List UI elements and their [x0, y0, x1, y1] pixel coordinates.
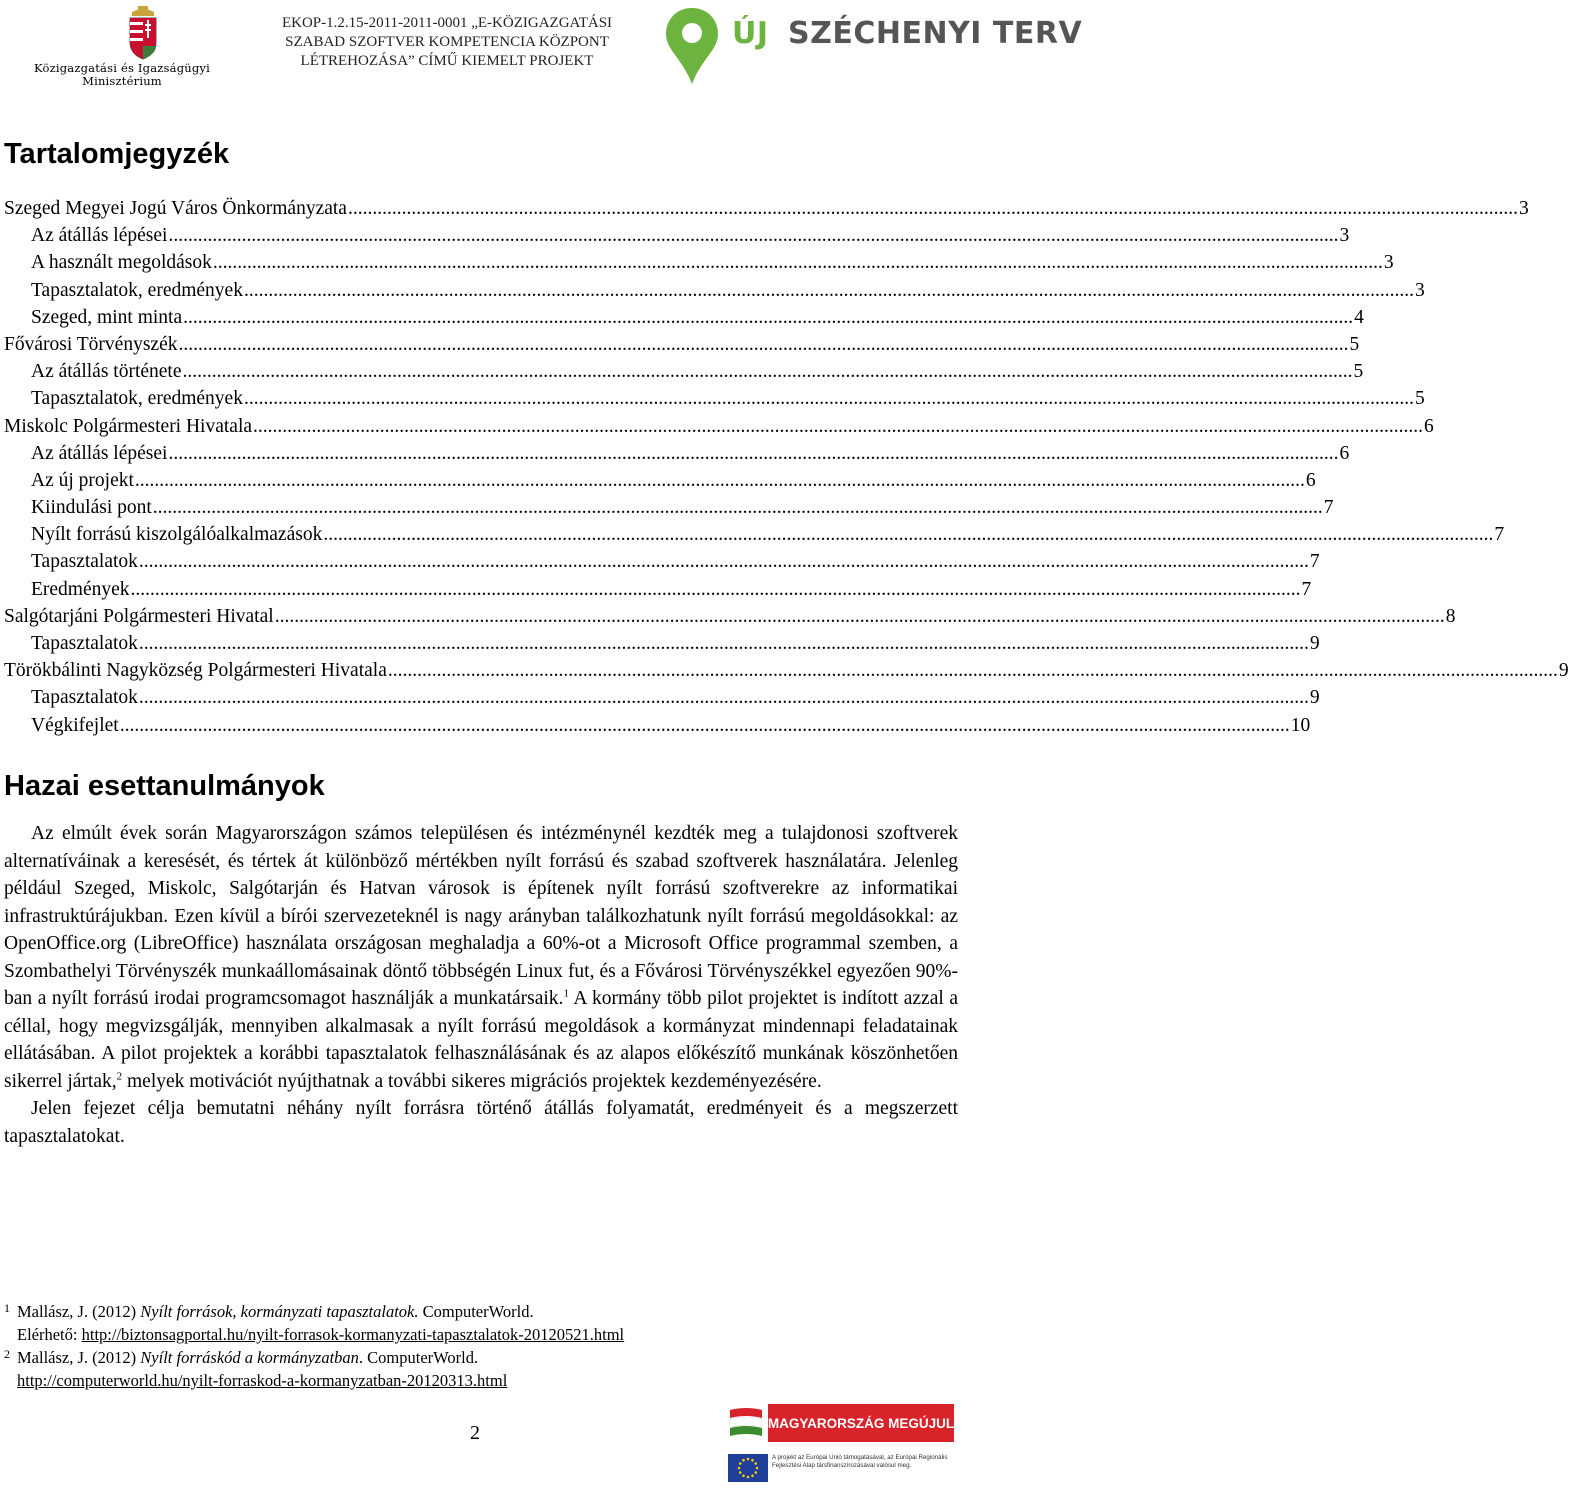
toc-entry[interactable]: [4, 603, 1456, 630]
hungarian-coat-of-arms-icon: [126, 6, 160, 60]
toc-entry-title: Salgótarjáni Polgármesteri Hivatal: [4, 605, 274, 627]
toc-dot-leader: [168, 222, 1338, 249]
footnote-number: 1: [4, 1301, 10, 1315]
toc-dot-leader: [168, 440, 1338, 467]
toc-entry-title: Tapasztalatok, eredmények: [31, 388, 243, 410]
toc-entry-page: 5: [1349, 333, 1360, 355]
toc-title: Tartalomjegyzék: [4, 138, 230, 170]
toc-entry[interactable]: [4, 630, 1320, 657]
toc-entry-page: 10: [1290, 714, 1311, 736]
footnote-1: [4, 1300, 904, 1346]
toc-dot-leader: [388, 657, 1558, 684]
ministry-name-line2: Minisztérium: [82, 74, 162, 88]
toc-entry[interactable]: [4, 440, 1350, 467]
toc-entry-page: 6: [1424, 415, 1434, 437]
toc-entry-title: Szeged Megyei Jogú Város Önkormányzata: [4, 198, 347, 219]
toc-entry-title: Tapasztalatok: [31, 687, 138, 709]
toc-dot-leader: [139, 548, 1309, 575]
toc-entry-page: 7: [1323, 497, 1334, 519]
toc-entry-page: 7: [1309, 551, 1320, 573]
ministry-name-line1: Közigazgatási és Igazságügyi: [34, 61, 210, 75]
toc-entry[interactable]: [4, 331, 1360, 358]
body-paragraph-1: [4, 820, 958, 1095]
toc-dot-leader: [253, 413, 1423, 440]
toc-entry[interactable]: [4, 385, 1425, 412]
toc-entry-page: 3: [1339, 225, 1350, 247]
toc-entry-title: Az új projekt: [31, 469, 134, 491]
section-body: [4, 820, 958, 1150]
footnote-number: 2: [4, 1347, 10, 1361]
toc-entry[interactable]: [4, 413, 1434, 440]
toc-dot-leader: [275, 603, 1445, 630]
body-paragraph-1-part-c: melyek motivációt nyújthatnak a további sikeres migrációs projektek kezdeményezésére.: [122, 1070, 822, 1092]
toc-entry[interactable]: [4, 494, 1334, 521]
toc-dot-leader: [139, 684, 1309, 711]
footnote-source: . ComputerWorld.: [358, 1348, 479, 1367]
toc-entry[interactable]: [4, 521, 1505, 548]
project-header-line1: EKOP-1.2.15-2011-2011-0001 „E-KÖZIGAZGATÁSI: [281, 15, 613, 31]
szechenyi-terv-text: SZÉCHENYI TERV: [788, 16, 1083, 51]
toc-entry-title: Törökbálinti Nagyközség Polgármesteri Hivatala: [4, 660, 387, 682]
table-of-contents: [4, 195, 1569, 739]
toc-dot-leader: [348, 195, 1518, 222]
toc-dot-leader: [153, 494, 1323, 521]
toc-entry[interactable]: [4, 576, 1312, 603]
page-number: 2: [470, 1422, 480, 1444]
eu-flag-icon: [728, 1454, 768, 1482]
toc-entry-page: 7: [1494, 524, 1505, 546]
toc-entry[interactable]: [4, 249, 1394, 276]
ministry-logo: [22, 2, 222, 88]
project-header-line2: SZABAD SZOFTVER KOMPETENCIA KÖZPONT: [285, 34, 609, 50]
footnote-source: ComputerWorld.: [418, 1302, 534, 1321]
toc-entry-title: Az átállás története: [31, 361, 182, 383]
toc-entry-title: Nyílt forrású kiszolgálóalkalmazások: [31, 524, 323, 546]
szechenyi-pin-icon: [664, 6, 720, 86]
toc-entry[interactable]: [4, 684, 1320, 711]
toc-entry-title: Tapasztalatok: [31, 551, 138, 573]
toc-entry-page: 9: [1309, 687, 1320, 709]
toc-dot-leader: [139, 630, 1309, 657]
toc-dot-leader: [183, 358, 1353, 385]
hungarian-flag-icon: [728, 1406, 764, 1440]
project-header-line3: LÉTREHOZÁSA” CÍMŰ KIEMELT PROJEKT: [300, 53, 594, 69]
footnote-author: Mallász, J. (2012): [17, 1348, 141, 1367]
toc-dot-leader: [120, 712, 1290, 739]
toc-entry-page: 3: [1518, 198, 1529, 219]
toc-entry-title: A használt megoldások: [31, 252, 212, 274]
footnote-title: Nyílt források, kormányzati tapasztalatok.: [140, 1302, 419, 1321]
toc-dot-leader: [135, 467, 1305, 494]
toc-entry-page: 9: [1558, 660, 1569, 682]
toc-entry-title: Fővárosi Törvényszék: [4, 333, 178, 355]
footnote-available-label: Elérhető:: [17, 1325, 82, 1344]
toc-entry[interactable]: [4, 467, 1316, 494]
toc-entry[interactable]: [4, 222, 1350, 249]
toc-entry[interactable]: [4, 548, 1320, 575]
toc-entry-title: Szeged, mint minta: [31, 306, 183, 328]
toc-entry[interactable]: [4, 277, 1425, 304]
toc-entry-title: Eredmények: [31, 578, 130, 600]
toc-entry-title: Végkifejlet: [31, 714, 119, 736]
toc-entry[interactable]: [4, 304, 1364, 331]
toc-entry-title: Tapasztalatok, eredmények: [31, 279, 243, 301]
toc-entry-page: 5: [1353, 361, 1364, 383]
toc-entry-page: 7: [1301, 578, 1312, 600]
toc-entry[interactable]: [4, 195, 1529, 222]
toc-entry[interactable]: [4, 358, 1364, 385]
magyarorszag-megujul-text: MAGYARORSZÁG MEGÚJUL: [768, 1404, 954, 1442]
toc-entry-page: 4: [1354, 306, 1364, 328]
footnote-author: Mallász, J. (2012): [17, 1302, 141, 1321]
toc-dot-leader: [323, 521, 1493, 548]
szechenyi-terv-logo: [664, 6, 1083, 86]
footnotes: [4, 1300, 904, 1392]
footnote-ref-1[interactable]: 1: [563, 987, 569, 1000]
toc-entry-title: Az átállás lépései: [31, 442, 168, 464]
magyarorszag-megujul-logo: [728, 1404, 956, 1442]
footnote-2: [4, 1346, 904, 1392]
toc-entry-page: 8: [1445, 605, 1456, 627]
szechenyi-uj-text: ÚJ: [732, 16, 769, 51]
toc-entry[interactable]: [4, 657, 1569, 684]
toc-dot-leader: [213, 249, 1383, 276]
toc-entry-title: Kiindulási pont: [31, 497, 152, 519]
section-title: Hazai esettanulmányok: [4, 770, 325, 802]
toc-entry-title: Az átállás lépései: [31, 225, 168, 247]
footnote-link[interactable]: http://biztonsagportal.hu/nyilt-forrasok-kormanyzati-tapasztalatok-20120521.html: [81, 1325, 625, 1344]
toc-entry-page: 3: [1383, 252, 1394, 274]
toc-entry-page: 9: [1309, 633, 1320, 654]
toc-entry-page: 5: [1414, 388, 1425, 410]
toc-entry-page: 6: [1339, 442, 1350, 464]
toc-dot-leader: [244, 385, 1414, 412]
toc-entry-title: Tapasztalatok: [31, 633, 138, 654]
toc-dot-leader: [178, 331, 1348, 358]
footnote-title: Nyílt forráskód a kormányzatban: [140, 1348, 359, 1367]
toc-entry-title: Miskolc Polgármesteri Hivatala: [4, 415, 253, 437]
toc-dot-leader: [183, 304, 1353, 331]
footnote-ref-2[interactable]: 2: [116, 1070, 123, 1082]
body-paragraph-1-part-a: Az elmúlt évek során Magyarországon számos településen és intézménynél kezdték meg a tulajdonosi szoftverek alternatíváinak a keresését, és tértek át különböző mértékben nyílt forrású és szabad szoftverek használatára. Jelenleg például Szeged, Miskolc, Salgótarján és Hatvan városok is építenek nyílt forrású szoftverekre az informatikai infrastruktúrájukban. Ezen kívül a bírói szervezeteknél is nagy arányban találkozhatunk nyílt forrású megoldásokkal: az OpenOffice.org (LibreOffice) használata országosan meghaladja a 60%-ot a Microsoft Office programmal szemben, a Szombathelyi Törvényszék munkaállomásainak döntő többségén Linux fut, és a Fővárosi Törvényszékkel egyezően 90%-ban a nyílt forrású irodai programcsomagot használják a munkatársaik.: [4, 823, 958, 1009]
body-paragraph-1-part-b: A kormány több pilot projektet is indított azzal a céllal, hogy megvizsgálják, mennyiben alkalmasak a nyílt forrású megoldások a kormányzat mindennapi feladatainak ellátásában. A pilot projektek a korábbi tapasztalatok felhasználásának és az alapos előkészítő munkának köszönhetően sikerrel jártak,: [4, 988, 958, 1092]
eu-funding-text: A projekt az Európai Unió támogatásával, az Európai Regionális Fejlesztési Alap társfinanszírozásával valósul meg.: [772, 1454, 948, 1469]
toc-entry-page: 3: [1414, 279, 1425, 301]
toc-entry-page: 6: [1305, 469, 1316, 491]
eu-funding-notice: [728, 1452, 956, 1488]
toc-dot-leader: [131, 576, 1301, 603]
footnote-link[interactable]: http://computerworld.hu/nyilt-forraskod-a-kormanyzatban-20120313.html: [17, 1371, 508, 1390]
toc-dot-leader: [244, 277, 1414, 304]
body-paragraph-2: Jelen fejezet célja bemutatni néhány nyílt forrásra történő átállás folyamatát, eredményeit és a megszerzett tapasztalatokat.: [4, 1098, 958, 1147]
project-header: [262, 14, 632, 71]
toc-entry[interactable]: [4, 712, 1311, 739]
